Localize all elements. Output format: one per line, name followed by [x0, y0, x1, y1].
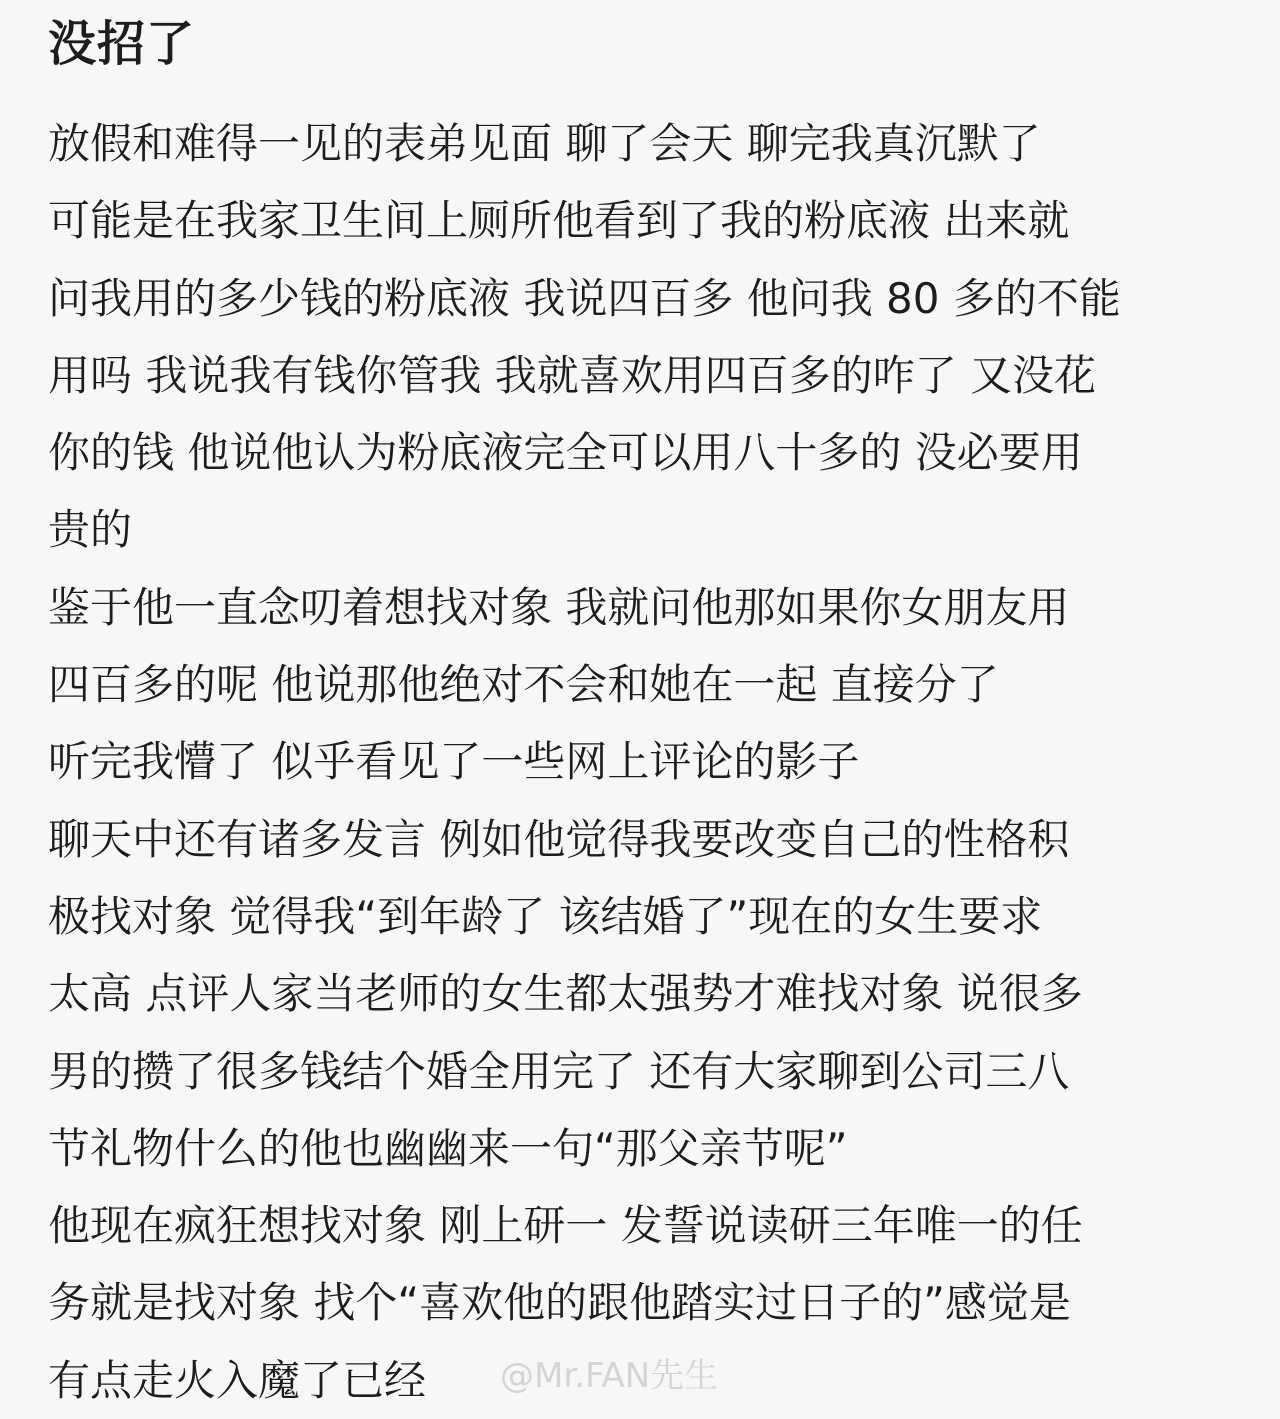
post-line: 放假和难得一见的表弟见面 聊了会天 聊完我真沉默了 — [48, 119, 1041, 168]
post-line: 贵的 — [48, 505, 133, 555]
post-line: 有点走火入魔了已经 — [48, 1355, 427, 1405]
post-line: 可能是在我家卫生间上厕所他看到了我的粉底液 出来就 — [48, 196, 1070, 246]
post-line: 鉴于他一直念叨着想找对象 我就问他那如果你女朋友用 — [48, 582, 1070, 632]
post-line: 太高 点评人家当老师的女生都太强势才难找对象 说很多 — [48, 969, 1083, 1019]
post-line: 听完我懵了 似乎看见了一些网上评论的影子 — [48, 737, 860, 787]
post-title: 没招了 — [48, 16, 196, 72]
post-line: 你的钱 他说他认为粉底液完全可以用八十多的 没必要用 — [48, 428, 1083, 478]
post-line: 问我用的多少钱的粉底液 我说四百多 他问我 80 多的不能 — [48, 273, 1121, 323]
post-line: 聊天中还有诸多发言 例如他觉得我要改变自己的性格积 — [48, 814, 1070, 864]
post-line: 极找对象 觉得我“到年龄了 该结婚了”现在的女生要求 — [48, 891, 1043, 941]
post-line: 四百多的呢 他说那他绝对不会和她在一起 直接分了 — [48, 660, 999, 710]
post-body — [48, 105, 1248, 1419]
post-line: 节礼物什么的他也幽幽来一句“那父亲节呢” — [48, 1123, 848, 1173]
post-line: 务就是找对象 找个“喜欢他的跟他踏实过日子的”感觉是 — [48, 1278, 1071, 1328]
post-line: 他现在疯狂想找对象 刚上研一 发誓说读研三年唯一的任 — [48, 1201, 1083, 1251]
post-line: 用吗 我说我有钱你管我 我就喜欢用四百多的咋了 又没花 — [48, 350, 1097, 400]
watermark: @Mr.FAN先生 — [500, 1356, 719, 1396]
post-line: 男的攒了很多钱结个婚全用完了 还有大家聊到公司三八 — [48, 1046, 1070, 1096]
